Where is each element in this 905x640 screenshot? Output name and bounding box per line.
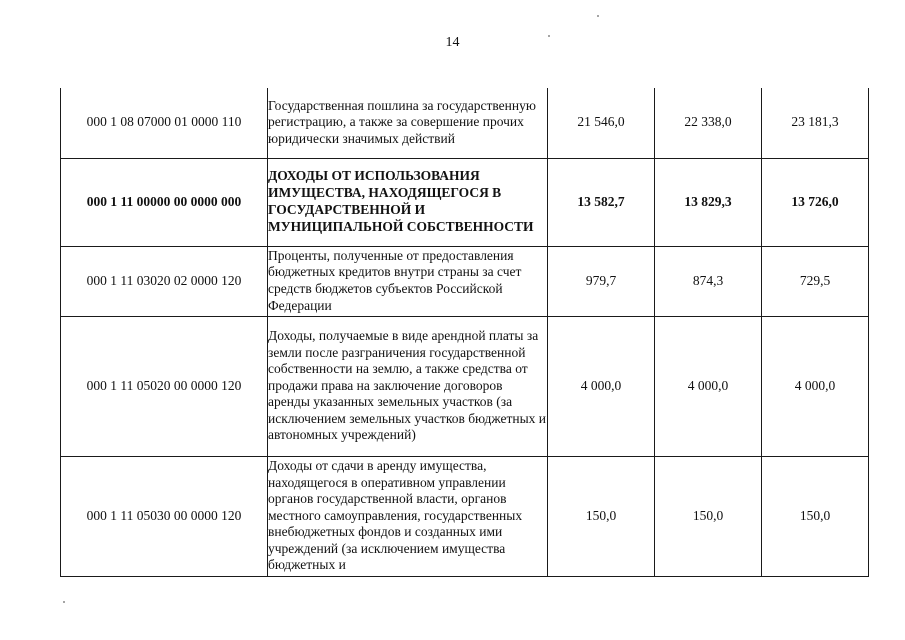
table-row (61, 316, 869, 456)
revenue-name-cell: Доходы, получаемые в виде арендной платы за земли после разграничения государственной собственности на землю, а также средства от продажи права на заключение договоров аренды указанных земельных участков (за исключением земельных участков бюджетных и автономных учреждений) (268, 316, 548, 456)
table-row (61, 88, 869, 158)
value-cell-year2: 874,3 (655, 246, 762, 316)
value-cell-year3: 729,5 (762, 246, 869, 316)
value-cell-year1: 13 582,7 (548, 158, 655, 246)
budget-code-cell: 000 1 08 07000 01 0000 110 (61, 88, 268, 158)
value-cell-year2: 22 338,0 (655, 88, 762, 158)
revenue-table (60, 88, 869, 577)
budget-code-cell: 000 1 11 05030 00 0000 120 (61, 456, 268, 576)
table-row (61, 158, 869, 246)
value-cell-year1: 979,7 (548, 246, 655, 316)
table-row (61, 246, 869, 316)
value-cell-year3: 4 000,0 (762, 316, 869, 456)
scan-speck (548, 35, 550, 37)
budget-code-cell: 000 1 11 05020 00 0000 120 (61, 316, 268, 456)
scan-speck (597, 15, 599, 17)
revenue-name-cell: Доходы от сдачи в аренду имущества, находящегося в оперативном управлении органов государственной власти, органов местного самоуправления, государственных внебюджетных фондов и созданных ими учреждений (за исключением имущества бюджетных и (268, 456, 548, 576)
budget-code-cell: 000 1 11 00000 00 0000 000 (61, 158, 268, 246)
scan-speck (63, 601, 65, 603)
table-row (61, 456, 869, 576)
revenue-name-cell: Проценты, полученные от предоставления бюджетных кредитов внутри страны за счет средств бюджетов субъектов Российской Федерации (268, 246, 548, 316)
value-cell-year2: 4 000,0 (655, 316, 762, 456)
value-cell-year3: 23 181,3 (762, 88, 869, 158)
value-cell-year3: 13 726,0 (762, 158, 869, 246)
value-cell-year1: 21 546,0 (548, 88, 655, 158)
value-cell-year2: 150,0 (655, 456, 762, 576)
budget-code-cell: 000 1 11 03020 02 0000 120 (61, 246, 268, 316)
value-cell-year1: 150,0 (548, 456, 655, 576)
value-cell-year3: 150,0 (762, 456, 869, 576)
revenue-name-cell: ДОХОДЫ ОТ ИСПОЛЬЗОВАНИЯ ИМУЩЕСТВА, НАХОДЯЩЕГОСЯ В ГОСУДАРСТВЕННОЙ И МУНИЦИПАЛЬНОЙ СОБСТВЕННОСТИ (268, 158, 548, 246)
value-cell-year1: 4 000,0 (548, 316, 655, 456)
value-cell-year2: 13 829,3 (655, 158, 762, 246)
revenue-name-cell: Государственная пошлина за государственную регистрацию, а также за совершение прочих юридически значимых действий (268, 88, 548, 158)
page-number: 14 (445, 35, 460, 50)
